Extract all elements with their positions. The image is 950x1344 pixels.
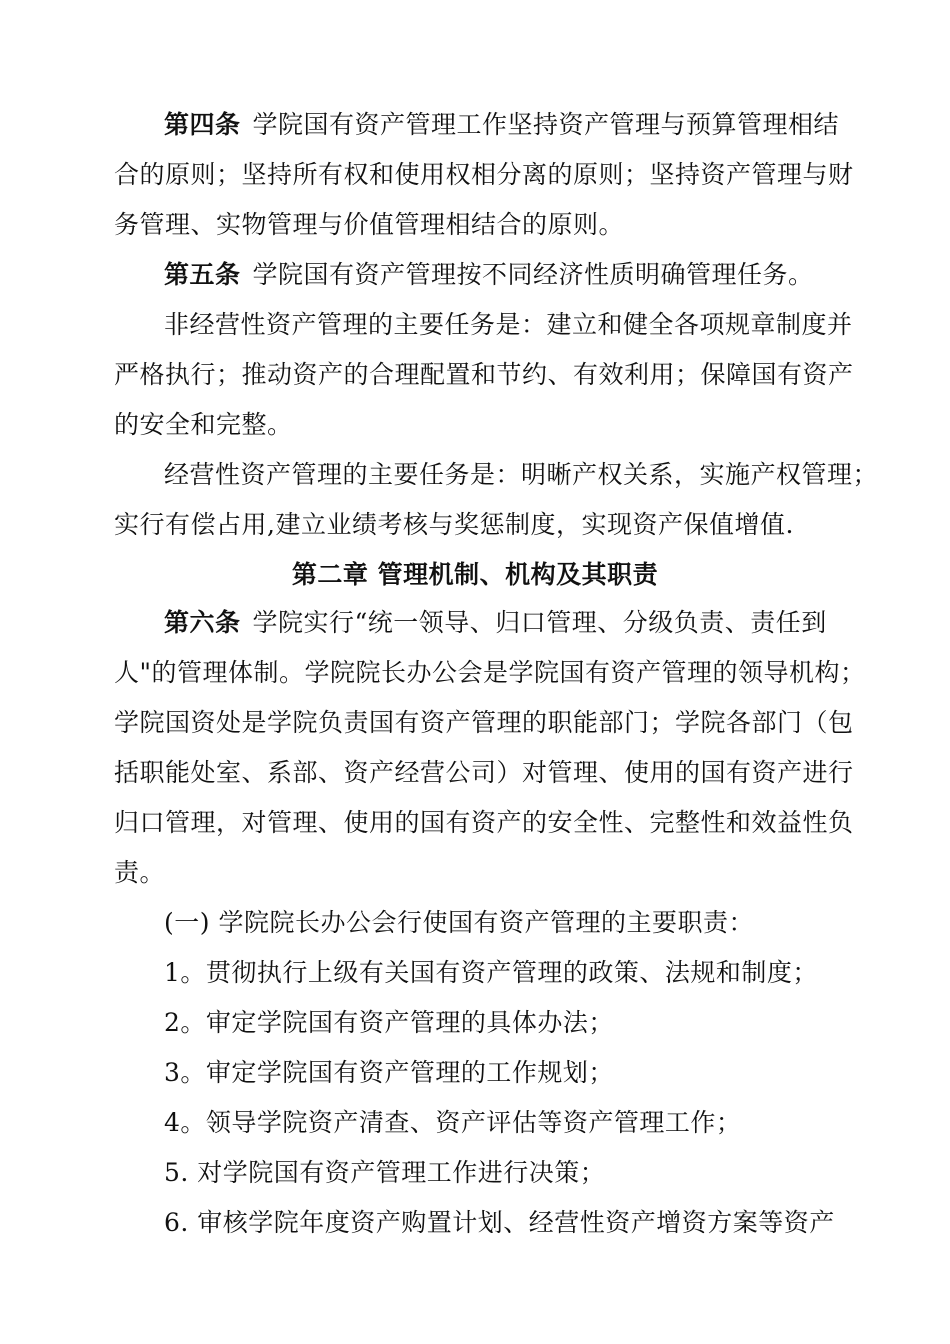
article-6-line-4: 括职能处室、系部、资产经营公司）对管理、使用的国有资产进行	[114, 758, 854, 787]
article-5-para3-line-2: 实行有偿占用,建立业绩考核与奖惩制度，实现资产保值增值.	[114, 510, 794, 539]
article-6-line-1	[164, 606, 827, 640]
article-4-text: 学院国有资产管理工作坚持资产管理与预算管理相结	[252, 110, 840, 139]
article-5-para2-line-1: 非经营性资产管理的主要任务是：建立和健全各项规章制度并	[164, 310, 853, 339]
article-6-line-6: 责。	[114, 858, 166, 887]
duties-heading: (一) 学院院长办公会行使国有资产管理的主要职责：	[164, 908, 754, 937]
article-6-line-2: 人"的管理体制。学院院长办公会是学院国有资产管理的领导机构；	[114, 658, 866, 687]
article-6-line-3: 学院国资处是学院负责国有资产管理的职能部门；学院各部门（包	[114, 708, 854, 737]
duty-item-4: 4。领导学院资产清查、资产评估等资产管理工作；	[164, 1108, 742, 1137]
article-4-label: 第四条	[164, 110, 241, 139]
article-5-text: 学院国有资产管理按不同经济性质明确管理任务。	[252, 260, 814, 289]
article-5-para2-line-3: 的安全和完整。	[114, 410, 293, 439]
duty-item-3: 3。审定学院国有资产管理的工作规划；	[164, 1058, 614, 1087]
article-5-line-1	[164, 258, 814, 292]
article-5-para2-line-2: 严格执行；推动资产的合理配置和节约、有效利用；保障国有资产	[114, 360, 854, 389]
article-5-label: 第五条	[164, 260, 241, 289]
duty-item-6: 6. 审核学院年度资产购置计划、经营性资产增资方案等资产	[164, 1208, 835, 1237]
article-4-line-1	[164, 108, 839, 142]
duty-item-1: 1。贯彻执行上级有关国有资产管理的政策、法规和制度；	[164, 958, 818, 987]
article-6-label: 第六条	[164, 608, 241, 637]
article-6-line-5: 归口管理，对管理、使用的国有资产的安全性、完整性和效益性负	[114, 808, 854, 837]
duty-item-2: 2。审定学院国有资产管理的具体办法；	[164, 1008, 614, 1037]
article-4-line-2: 合的原则；坚持所有权和使用权相分离的原则；坚持资产管理与财	[114, 160, 854, 189]
article-5-para3-line-1: 经营性资产管理的主要任务是：明晰产权关系，实施产权管理；	[164, 460, 879, 489]
chapter-2-title: 第二章 管理机制、机构及其职责	[291, 560, 659, 589]
article-4-line-3: 务管理、实物管理与价值管理相结合的原则。	[114, 210, 625, 239]
article-6-text: 学院实行“统一领导、归口管理、分级负责、责任到	[252, 608, 827, 637]
duty-item-5: 5. 对学院国有资产管理工作进行决策；	[164, 1158, 606, 1187]
